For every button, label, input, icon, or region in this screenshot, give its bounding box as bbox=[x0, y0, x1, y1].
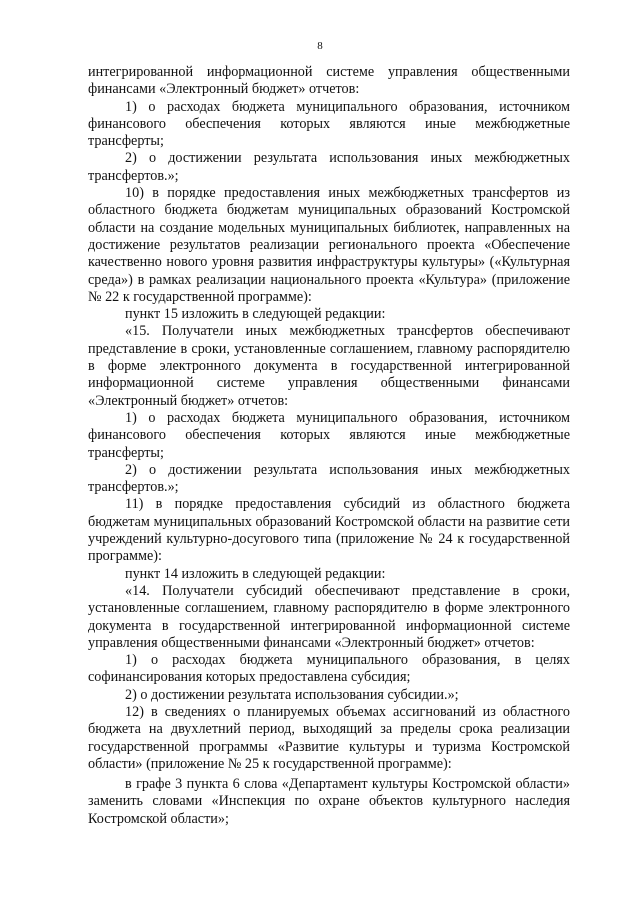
paragraph: 2) о достижении результата использования иных межбюджетных трансфертов.»; bbox=[88, 461, 570, 496]
paragraph: 1) о расходах бюджета муниципального образования, источником финансового обеспечения которых являются иные межбюджетные трансферты; bbox=[88, 409, 570, 461]
paragraph: в графе 3 пункта 6 слова «Департамент культуры Костромской области» заменить словами «Инспекция по охране объектов культурного наследия Костромской области»; bbox=[88, 776, 570, 827]
paragraph: пункт 15 изложить в следующей редакции: bbox=[125, 306, 386, 323]
paragraph: 2) о достижении результата использования субсидии.»; bbox=[125, 686, 459, 703]
paragraph: 11) в порядке предоставления субсидий из областного бюджета бюджетам муниципальных образований Костромской области на развитие сети учреждений культурно-досугового типа (приложение № 24 к государственной программе): bbox=[88, 496, 570, 565]
paragraph: 2) о достижении результата использования иных межбюджетных трансфертов.»; bbox=[88, 150, 570, 184]
paragraph: пункт 14 изложить в следующей редакции: bbox=[125, 565, 386, 582]
paragraph: «14. Получатели субсидий обеспечивают представление в сроки, установленные соглашением, главному распорядителю в форме электронного документа в государственной интегрированной информационной системе управления общественными финансами «Электронный бюджет» отчетов: bbox=[88, 582, 570, 651]
paragraph: 12) в сведениях о планируемых объемах ассигнований из областного бюджета на двухлетний период, выходящий за пределы срока реализации государственной программы «Развитие культуры и туризма Костромской области» (приложение № 25 к государственной программе): bbox=[88, 703, 570, 772]
paragraph: 1) о расходах бюджета муниципального образования, в целях софинансирования которых предоставлена субсидия; bbox=[88, 652, 570, 686]
document-body bbox=[88, 64, 570, 828]
paragraph: 1) о расходах бюджета муниципального образования, источником финансового обеспечения которых являются иные межбюджетные трансферты; bbox=[88, 98, 570, 150]
paragraph: интегрированной информационной системе управления общественными финансами «Электронный бюджет» отчетов: bbox=[88, 64, 570, 98]
paragraph: «15. Получатели иных межбюджетных трансфертов обеспечивают представление в сроки, установленные соглашением, главному распорядителю в форме электронного документа в государственной интегрированной информационной системе управления общественными финансами «Электронный бюджет» отчетов: bbox=[88, 323, 570, 409]
paragraph: 10) в порядке предоставления иных межбюджетных трансфертов из областного бюджета бюджетам муниципальных образований Костромской области на создание модельных муниципальных библиотек, направленных на достижение результатов реализации регионального проекта «Обеспечение качественно нового уровня развития инфраструктуры культуры» («Культурная среда») в рамках реализации национального проекта «Культура» (приложение № 22 к государственной программе): bbox=[88, 185, 570, 305]
page-number: 8 bbox=[317, 40, 323, 52]
